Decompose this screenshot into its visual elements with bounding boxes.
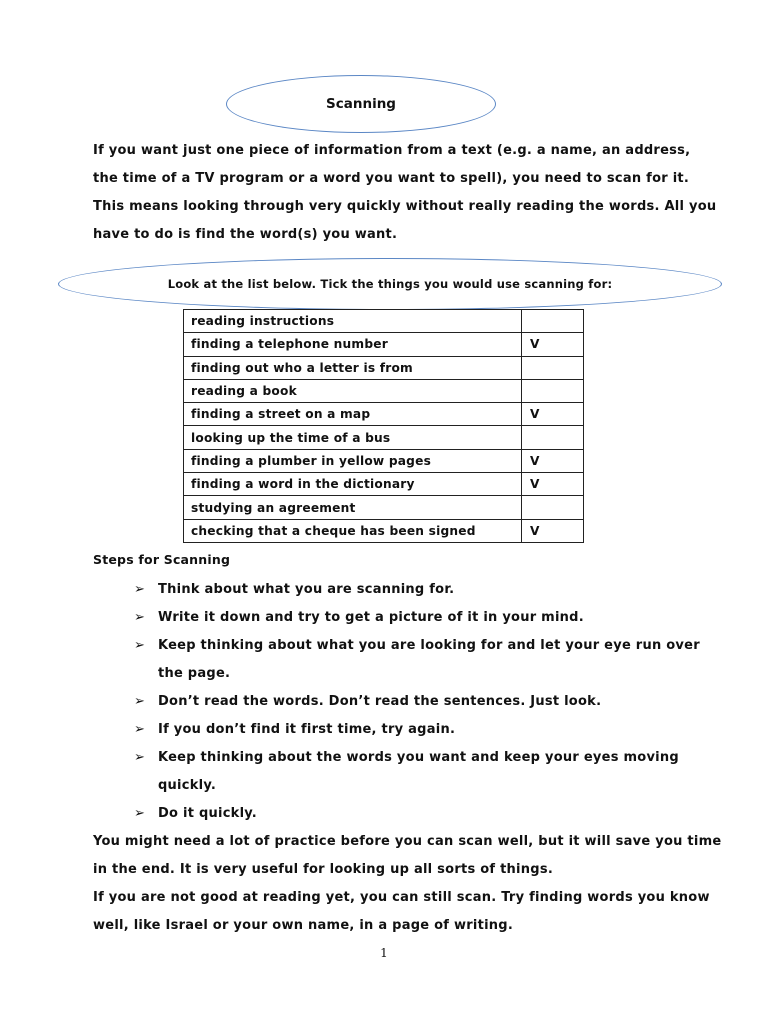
tick-cell (522, 356, 584, 379)
list-item (134, 716, 694, 744)
intro-line: If you want just one piece of information from a text (e.g. a name, an address, (93, 143, 691, 158)
table-item-cell: finding a plumber in yellow pages (184, 449, 522, 472)
outro-line: in the end. It is very useful for looking up all sorts of things. (93, 862, 554, 877)
intro-paragraph (93, 137, 717, 249)
step-text: Keep thinking about the words you want and keep your eyes moving (158, 750, 679, 765)
table-item-cell: reading a book (184, 379, 522, 402)
instruction-oval (58, 258, 722, 310)
arrow-bullet-icon: ➢ (134, 610, 146, 625)
table-item-cell: finding a street on a map (184, 403, 522, 426)
outro-line: well, like Israel or your own name, in a page of writing. (93, 918, 514, 933)
list-item (134, 800, 694, 828)
step-text: Think about what you are scanning for. (158, 582, 455, 597)
table-item-cell: finding out who a letter is from (184, 356, 522, 379)
table-row (184, 356, 584, 379)
step-text-continued: quickly. (158, 778, 217, 793)
list-item (134, 576, 694, 604)
tick-cell: V (522, 473, 584, 496)
table-item-cell: looking up the time of a bus (184, 426, 522, 449)
list-item (134, 632, 700, 688)
intro-line: the time of a TV program or a word you want to spell), you need to scan for it. (93, 171, 690, 186)
arrow-bullet-icon: ➢ (134, 582, 146, 597)
table-item-cell: finding a word in the dictionary (184, 473, 522, 496)
outro-line: If you are not good at reading yet, you can still scan. Try finding words you know (93, 890, 710, 905)
table-row (184, 379, 584, 402)
intro-line: This means looking through very quickly without really reading the words. All you (93, 199, 717, 214)
tick-cell (522, 426, 584, 449)
table-row (184, 496, 584, 519)
tick-cell: V (522, 519, 584, 542)
tick-cell: V (522, 333, 584, 356)
list-item (134, 604, 694, 632)
table-row (184, 426, 584, 449)
table-row (184, 473, 584, 496)
table-item-cell: studying an agreement (184, 496, 522, 519)
steps-heading: Steps for Scanning (93, 552, 231, 567)
scanning-checklist-table (183, 309, 584, 543)
title-oval (226, 75, 496, 133)
page-title: Scanning (326, 96, 396, 112)
tick-cell: V (522, 403, 584, 426)
table-row (184, 519, 584, 542)
tick-cell: V (522, 449, 584, 472)
step-text: Do it quickly. (158, 806, 257, 821)
tick-cell (522, 496, 584, 519)
step-text: Don’t read the words. Don’t read the sentences. Just look. (158, 694, 602, 709)
list-item (134, 688, 694, 716)
step-text: Write it down and try to get a picture of it in your mind. (158, 610, 584, 625)
arrow-bullet-icon: ➢ (134, 750, 146, 765)
page-number: 1 (380, 946, 388, 960)
intro-line: have to do is find the word(s) you want. (93, 227, 398, 242)
table-row (184, 310, 584, 333)
list-item (134, 744, 694, 800)
table-item-cell: checking that a cheque has been signed (184, 519, 522, 542)
table-item-cell: finding a telephone number (184, 333, 522, 356)
arrow-bullet-icon: ➢ (134, 638, 146, 653)
step-text-continued: the page. (158, 666, 231, 681)
instruction-text: Look at the list below. Tick the things you would use scanning for: (167, 277, 613, 291)
table-item-cell: reading instructions (184, 310, 522, 333)
outro-paragraph (93, 828, 722, 940)
tick-cell (522, 310, 584, 333)
table-row (184, 333, 584, 356)
table-row (184, 449, 584, 472)
steps-list (134, 576, 700, 828)
table-row (184, 403, 584, 426)
tick-cell (522, 379, 584, 402)
outro-line: You might need a lot of practice before you can scan well, but it will save you time (93, 834, 722, 849)
arrow-bullet-icon: ➢ (134, 806, 146, 821)
arrow-bullet-icon: ➢ (134, 722, 146, 737)
arrow-bullet-icon: ➢ (134, 694, 146, 709)
step-text: Keep thinking about what you are looking for and let your eye run over (158, 638, 700, 653)
step-text: If you don’t find it first time, try again. (158, 722, 456, 737)
